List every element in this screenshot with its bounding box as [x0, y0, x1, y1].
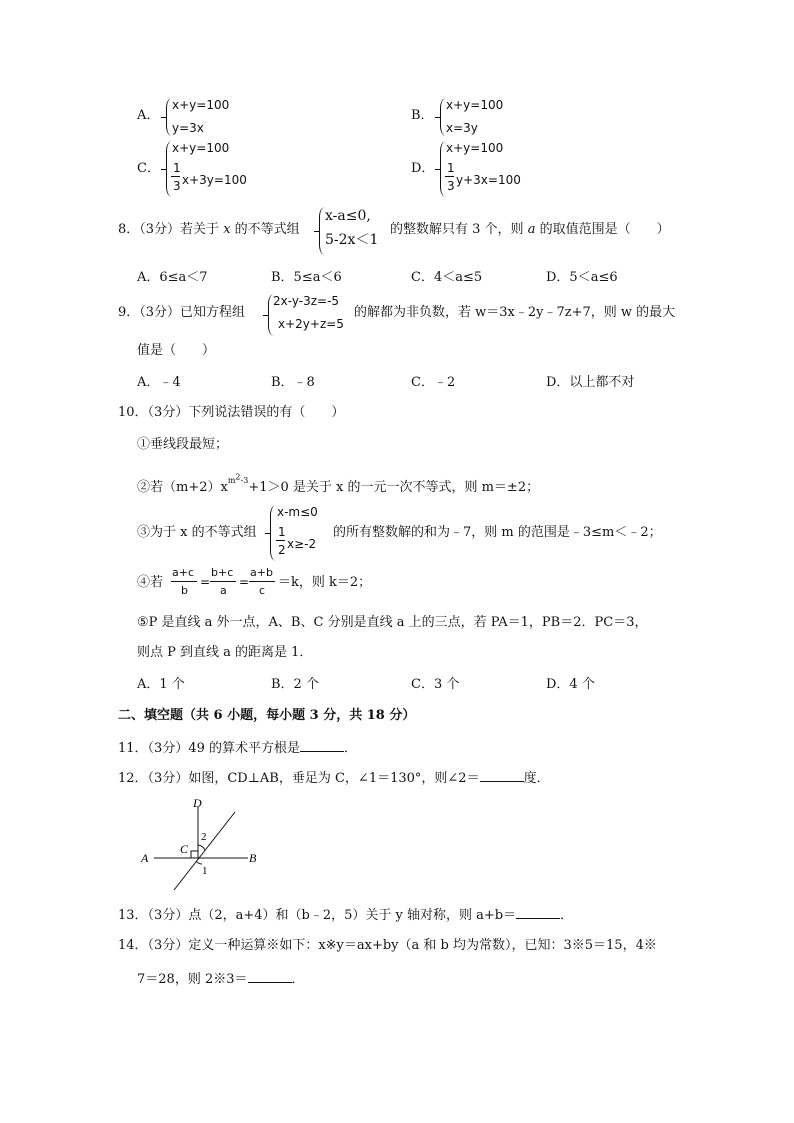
q10-s3-frac-den: 2 [278, 543, 286, 557]
q8-option-b: B．5≤a＜6 [271, 270, 342, 285]
q10-s4-num3: a+b [250, 566, 273, 579]
q8-stem-prefix [118, 223, 300, 236]
angle-2-arc [198, 845, 205, 850]
q7-d-line2: y+3x=100 [456, 173, 521, 187]
q8-mid-text: 的不等式组 [234, 222, 300, 237]
q9-stem-prefix: 9．（3分）已知方程组 [118, 305, 246, 320]
q10-s3-start: ③为于 x 的不等式组 [137, 525, 257, 540]
q10-s2-exp: m [227, 475, 236, 485]
label-angle-2: 2 [201, 831, 207, 843]
q10-stem: 10．（3分）下列说法错误的有（ ） [118, 405, 345, 420]
q7-b-line1: x+y=100 [446, 98, 504, 112]
q9-option-d: D．以上都不对 [546, 375, 635, 390]
label-a: A [141, 851, 149, 865]
q13-text: 13．（3分）点（2，a+4）和（b﹣2，5）关于 y 轴对称，则 a+b＝ [118, 908, 517, 923]
q10-option-a: A．1 个 [137, 677, 185, 692]
q12-end: 度． [523, 771, 550, 786]
q10-s4-eq1: = [200, 575, 211, 589]
label-c: C [180, 842, 189, 856]
q10-s2-end: +1＞0 是关于 x 的一元一次不等式，则 m＝±2； [248, 479, 540, 495]
q9-eq2: x+2y+z=5 [278, 317, 344, 331]
q7-c-frac-den: 3 [173, 179, 181, 193]
q7-c-label: C． [137, 161, 160, 176]
q8-var: x [223, 222, 231, 237]
q8-option-c: C．4＜a≤5 [411, 270, 483, 285]
q8-option-d: D．5＜a≤6 [546, 270, 618, 285]
q10-s2-exp-rest: -3 [240, 475, 249, 485]
q10-option-b: B．2 个 [271, 677, 319, 692]
q7-b-label: B． [411, 108, 434, 123]
label-b: B [249, 851, 257, 865]
q7-c-line1: x+y=100 [172, 141, 230, 155]
label-angle-1: 1 [202, 865, 208, 877]
q10-s4-start: ④若 [137, 575, 164, 590]
q10-s3-ineq2: x≥-2 [287, 537, 317, 551]
q8-end-text: 的取值范围是（ ） [539, 222, 670, 237]
q7-c-frac-bar [171, 176, 180, 177]
q10-s2-exp-square: 2 [235, 472, 241, 481]
q14-text-2: 7＝28，则 2※3＝ [137, 972, 248, 987]
q8-suffix-text: 的整数解只有 3 个，则 [390, 222, 524, 237]
q10-s3-frac-num: 1 [278, 525, 286, 539]
q7-c-line2: x+3y=100 [182, 173, 247, 187]
q10-s3-brace [270, 505, 276, 561]
q8-stem-suffix [390, 223, 670, 236]
q11-answer-blank[interactable] [300, 740, 344, 752]
q7-a-line2: y=3x [172, 121, 204, 135]
q12-answer-blank[interactable] [480, 770, 524, 782]
q10-option-d: D．4 个 [546, 677, 595, 692]
label-d: D [193, 796, 202, 810]
q9-option-c: C．﹣2 [411, 375, 456, 390]
q13-answer-blank[interactable] [516, 907, 560, 919]
question-14: 14．（3分）定义一种运算※如下：x※y＝ax+by（a 和 b 均为常数），已知：3※5＝15，4※ [118, 938, 657, 953]
question-11 [118, 740, 357, 755]
q10-s4-end: ＝k，则 k＝2； [278, 575, 372, 590]
q10-statement-1: ①垂线段最短； [137, 437, 229, 452]
q10-s3-frac-bar [276, 540, 285, 541]
q7-d-label: D． [411, 161, 435, 176]
q8-a-var: a [527, 222, 536, 237]
question-12 [118, 770, 550, 785]
q10-s4-num1: a+c [172, 566, 195, 579]
q7-d-frac-den: 3 [447, 179, 455, 193]
q9-option-b: B．﹣8 [271, 375, 315, 390]
q11-end: ． [344, 741, 358, 756]
q9-eq1: 2x-y-3z=-5 [273, 294, 340, 308]
q9-stem-suffix: 的解都为非负数，若 w＝3x﹣2y﹣7z+7，则 w 的最大 [354, 305, 676, 320]
angle-1-arc [196, 861, 202, 864]
q7-d-frac-bar [445, 176, 454, 177]
q10-s4-num2: b+c [211, 566, 234, 579]
q12-text: 12．（3分）如图，CD⊥AB，垂足为 C，∠1＝130°，则∠2＝ [118, 771, 480, 786]
right-angle-mark [191, 851, 198, 858]
q8-ineq1: x-a≤0, [325, 208, 371, 224]
q7-b-line2: x=3y [446, 121, 478, 135]
q8-prefix-text: 8．（3分）若关于 [118, 222, 220, 237]
question-14-cont [137, 971, 305, 986]
q10-s4-bar1 [171, 581, 197, 582]
q7-c-frac-num: 1 [173, 161, 181, 175]
q9-stem-line2: 值是（ ） [137, 343, 216, 358]
q7-d-frac-num: 1 [447, 161, 455, 175]
q7-a-line1: x+y=100 [172, 98, 230, 112]
q10-statement-5-cont: 则点 P 到直线 a 的距离是 1． [137, 645, 313, 660]
q10-s3-ineq1: x-m≤0 [277, 505, 318, 519]
section-2-heading: 二、填空题（共 6 小题，每小题 3 分，共 18 分） [118, 708, 416, 723]
q7-a-label: A． [137, 108, 160, 123]
q10-s4-bar2 [210, 581, 236, 582]
q11-text: 11．（3分）49 的算术平方根是 [118, 741, 300, 756]
q10-s4-eq2: = [239, 575, 250, 589]
q13-end: ． [560, 908, 574, 923]
q10-s2-start: ②若（m+2）x [137, 479, 228, 495]
q8-option-a: A．6≤a＜7 [137, 270, 208, 285]
q8-ineq2: 5-2x＜1 [325, 232, 379, 248]
q10-s4-den3: c [259, 584, 266, 597]
q14-answer-blank[interactable] [248, 971, 292, 983]
question-13 [118, 907, 573, 922]
q9-option-a: A．﹣4 [137, 375, 181, 390]
q12-figure [138, 795, 268, 895]
q10-s4-den2: a [220, 584, 227, 597]
q10-s4-den1: b [181, 584, 188, 597]
q14-end: ． [291, 972, 305, 987]
q7-d-line1: x+y=100 [446, 141, 504, 155]
q10-statement-5: ⑤P 是直线 a 外一点，A、B、C 分别是直线 a 上的三点，若 PA＝1，PB＝2．PC＝3， [137, 615, 648, 630]
q10-s3-end: 的所有整数解的和为﹣7，则 m 的范围是﹣3≤m＜﹣2； [333, 525, 662, 540]
q10-s4-bar3 [249, 581, 275, 582]
q10-statement-2 [137, 472, 540, 495]
q10-option-c: C．3 个 [411, 677, 460, 692]
